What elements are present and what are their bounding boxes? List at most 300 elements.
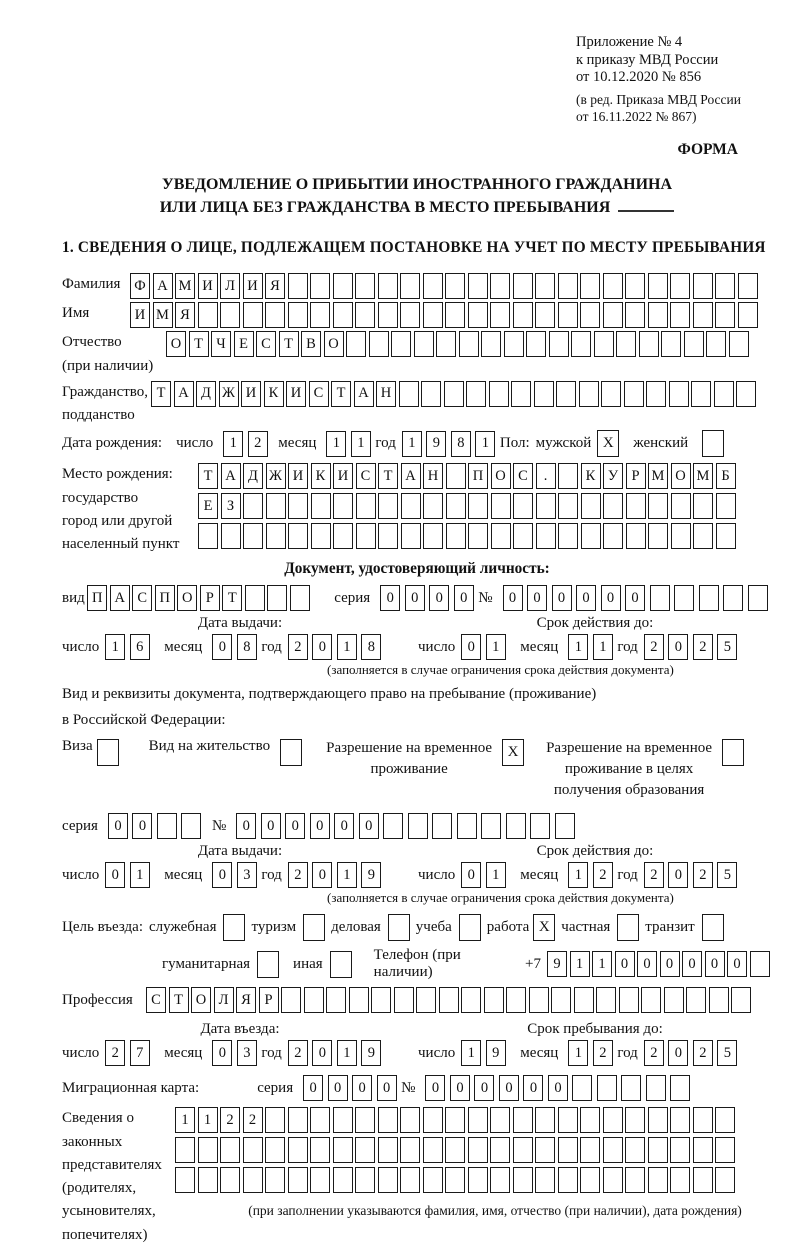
stay-valid-day-cells [461, 862, 510, 888]
char-cell [445, 302, 465, 328]
char-cell [603, 1107, 623, 1133]
issue-day-cells [105, 634, 154, 660]
char-cell [288, 523, 308, 549]
day-label: число [62, 866, 100, 883]
char-cell: 5 [717, 862, 737, 888]
label-line: Место рождения: [62, 466, 173, 483]
purpose-other-checkbox [330, 951, 352, 978]
char-cell: Р [626, 463, 646, 489]
char-cell: Н [376, 381, 396, 407]
char-cell [513, 1137, 533, 1163]
char-cell [621, 1075, 641, 1101]
profession-cells [146, 987, 754, 1013]
char-cell [731, 987, 751, 1013]
char-cell: З [221, 493, 241, 519]
phone-cells [547, 951, 772, 977]
issue-month-cells [212, 634, 261, 660]
char-cell [513, 1107, 533, 1133]
char-cell: С [309, 381, 329, 407]
char-cell [399, 381, 419, 407]
char-cell: 0 [450, 1075, 470, 1101]
form-title [62, 173, 772, 219]
char-cell: 0 [108, 813, 128, 839]
char-cell: 1 [568, 862, 588, 888]
char-cell [432, 813, 452, 839]
char-cell: Я [236, 987, 256, 1013]
profession-label: Профессия [62, 991, 133, 1008]
stay-until-year-cells [644, 1040, 742, 1066]
char-cell [513, 273, 533, 299]
char-cell: О [671, 463, 691, 489]
valid-day-cells [461, 634, 510, 660]
purpose-transit-checkbox [702, 914, 724, 941]
char-cell: 0 [236, 813, 256, 839]
char-cell [669, 381, 689, 407]
char-cell [371, 987, 391, 1013]
char-cell: 1 [326, 431, 346, 457]
char-cell [461, 987, 481, 1013]
char-cell: М [153, 302, 173, 328]
stay-series-label: серия [62, 817, 98, 834]
form-label: ФОРМА [677, 141, 738, 158]
purpose-official-checkbox [223, 914, 245, 941]
char-cell [265, 302, 285, 328]
char-cell [400, 1167, 420, 1193]
valid-year-cells [644, 634, 742, 660]
char-cell: 2 [644, 1040, 664, 1066]
char-cell: 9 [361, 862, 381, 888]
char-cell: 0 [312, 862, 332, 888]
patronymic-label [62, 331, 166, 378]
year-label: год [617, 1044, 638, 1061]
char-cell [220, 1167, 240, 1193]
char-cell: 2 [288, 634, 308, 660]
char-cell [446, 463, 466, 489]
char-cell [558, 273, 578, 299]
char-cell [243, 493, 263, 519]
char-cell: И [288, 463, 308, 489]
char-cell [288, 493, 308, 519]
char-cell: 0 [310, 813, 330, 839]
surname-label: Фамилия [62, 276, 121, 293]
char-cell [526, 331, 546, 357]
char-cell: Е [198, 493, 218, 519]
option-temporary-residence-education [546, 738, 744, 801]
char-cell: Ч [211, 331, 231, 357]
char-cell [383, 813, 403, 839]
given-name-row [62, 302, 772, 328]
char-cell: К [581, 463, 601, 489]
char-cell: 9 [361, 1040, 381, 1066]
stay-valid-year-cells [644, 862, 742, 888]
phone-prefix: +7 [525, 955, 541, 972]
representatives-row [62, 1107, 772, 1247]
char-cell [715, 1137, 735, 1163]
char-cell: 1 [130, 862, 150, 888]
char-cell [491, 523, 511, 549]
identity-doc-dates [62, 615, 772, 660]
char-cell [558, 463, 578, 489]
char-cell [670, 302, 690, 328]
char-cell: Е [234, 331, 254, 357]
char-cell [714, 381, 734, 407]
char-cell: 0 [132, 813, 152, 839]
entry-date-line [62, 1040, 418, 1066]
char-cell: 2 [644, 634, 664, 660]
migration-series-cells [303, 1075, 401, 1101]
stay-issue-col [62, 843, 418, 888]
char-cell: Ж [219, 381, 239, 407]
char-cell: Т [169, 987, 189, 1013]
char-cell [265, 1107, 285, 1133]
purpose-other-label: иная [293, 955, 323, 972]
char-cell: 0 [212, 862, 232, 888]
phone-label: Телефон (при наличии) [373, 947, 461, 981]
label-line: город или другой [62, 512, 173, 529]
patronymic-row [62, 331, 772, 378]
surname-row [62, 273, 772, 299]
char-cell [378, 523, 398, 549]
given-name-label: Имя [62, 305, 90, 322]
char-cell [378, 1137, 398, 1163]
char-cell [729, 331, 749, 357]
char-cell [490, 273, 510, 299]
char-cell [445, 1107, 465, 1133]
appendix-note [576, 34, 766, 125]
char-cell [198, 1137, 218, 1163]
sex-male-label: мужской [535, 435, 592, 452]
surname-cells [130, 273, 760, 299]
char-cell [468, 1167, 488, 1193]
char-cell [356, 523, 376, 549]
char-cell [423, 1167, 443, 1193]
char-cell [468, 302, 488, 328]
char-cell [311, 493, 331, 519]
identity-doc-footnote: (заполняется в случае ограничения срока действия документа) [327, 662, 674, 678]
birth-date-label: Дата рождения: [62, 435, 163, 452]
char-cell [288, 1167, 308, 1193]
blank-underline [618, 210, 674, 212]
char-cell: 2 [644, 862, 664, 888]
char-cell [671, 493, 691, 519]
char-cell: К [311, 463, 331, 489]
char-cell [446, 523, 466, 549]
char-cell [736, 381, 756, 407]
char-cell [686, 987, 706, 1013]
label-line: подданство [62, 407, 135, 424]
char-cell [288, 1107, 308, 1133]
char-cell [648, 1137, 668, 1163]
char-cell: И [130, 302, 150, 328]
char-cell: 0 [105, 862, 125, 888]
representatives-footnote: (при заполнении указываются фамилия, имя, отчество (при наличии), дата рождения) [248, 1203, 742, 1219]
char-cell: 8 [451, 431, 471, 457]
day-label: число [62, 638, 100, 655]
char-cell: У [603, 463, 623, 489]
entry-date-col [62, 1021, 418, 1066]
char-cell: 1 [337, 1040, 357, 1066]
day-label: число [62, 1044, 100, 1061]
char-cell [489, 381, 509, 407]
char-cell: 3 [237, 862, 257, 888]
char-cell: 2 [693, 634, 713, 660]
char-cell [558, 493, 578, 519]
char-cell [310, 302, 330, 328]
char-cell [243, 1137, 263, 1163]
char-cell: 0 [380, 585, 400, 611]
char-cell [603, 273, 623, 299]
char-cell [750, 951, 770, 977]
char-cell [445, 273, 465, 299]
doc-number-label: № [478, 589, 493, 606]
char-cell [648, 493, 668, 519]
char-cell: 0 [312, 1040, 332, 1066]
sex-female-label: женский [633, 435, 689, 452]
char-cell: 1 [461, 1040, 481, 1066]
char-cell: Н [423, 463, 443, 489]
char-cell: Л [214, 987, 234, 1013]
appendix-line: к приказу МВД России [576, 51, 719, 68]
char-cell: 5 [717, 1040, 737, 1066]
sex-female-checkbox [702, 430, 724, 457]
option-temporary-residence [326, 738, 524, 780]
char-cell: 0 [615, 951, 635, 977]
valid-date-title: Срок действия до: [536, 615, 654, 632]
char-cell [267, 585, 287, 611]
char-cell [220, 302, 240, 328]
char-cell [243, 1167, 263, 1193]
char-cell [670, 1137, 690, 1163]
stay-until-day-cells [461, 1040, 510, 1066]
char-cell [535, 1167, 555, 1193]
char-cell [423, 493, 443, 519]
char-cell [513, 493, 533, 519]
purpose-other [293, 951, 352, 978]
char-cell [445, 1137, 465, 1163]
char-cell [529, 987, 549, 1013]
purpose-work-label: работа [486, 919, 530, 936]
char-cell: 0 [285, 813, 305, 839]
char-cell: 0 [474, 1075, 494, 1101]
representatives-cells-row1 [175, 1107, 775, 1133]
char-cell [648, 1167, 668, 1193]
birth-month-cells [326, 431, 375, 457]
issue-date-col [62, 615, 418, 660]
char-cell [423, 1107, 443, 1133]
char-cell [416, 987, 436, 1013]
char-cell [423, 273, 443, 299]
stay-valid-title: Срок действия до: [536, 843, 654, 860]
purpose-row2 [162, 947, 772, 981]
label-line: проживание [370, 761, 448, 778]
char-cell [603, 1167, 623, 1193]
char-cell: 0 [668, 862, 688, 888]
char-cell: 2 [243, 1107, 263, 1133]
identity-doc-heading: Документ, удостоверяющий личность: [284, 560, 550, 578]
char-cell [558, 1137, 578, 1163]
char-cell [715, 1107, 735, 1133]
month-label: месяц [164, 1044, 203, 1061]
char-cell: 1 [475, 431, 495, 457]
year-label: год [261, 866, 282, 883]
migration-number-label: № [401, 1079, 416, 1096]
label-line: государство [62, 489, 139, 506]
char-cell [625, 273, 645, 299]
stay-issue-line [62, 862, 418, 888]
char-cell: 2 [693, 862, 713, 888]
purpose-business-checkbox [388, 914, 410, 941]
char-cell: М [648, 463, 668, 489]
label-line: населенный пункт [62, 536, 180, 553]
char-cell [693, 493, 713, 519]
char-cell: 2 [288, 862, 308, 888]
char-cell [355, 302, 375, 328]
option-temporary-residence-education-checkbox [722, 739, 744, 766]
char-cell [581, 493, 601, 519]
char-cell [304, 987, 324, 1013]
char-cell [558, 1167, 578, 1193]
char-cell [580, 1107, 600, 1133]
char-cell [558, 1107, 578, 1133]
char-cell [639, 331, 659, 357]
char-cell: 1 [570, 951, 590, 977]
stay-doc-series-row [62, 813, 772, 839]
char-cell [706, 331, 726, 357]
char-cell [648, 302, 668, 328]
representatives-label [62, 1107, 175, 1247]
char-cell: 0 [668, 634, 688, 660]
char-cell: Т [189, 331, 209, 357]
char-cell [181, 813, 201, 839]
char-cell [624, 381, 644, 407]
char-cell: 1 [351, 431, 371, 457]
char-cell: 0 [527, 585, 547, 611]
issue-year-cells [288, 634, 386, 660]
char-cell: 1 [568, 1040, 588, 1066]
char-cell [468, 1107, 488, 1133]
char-cell [468, 493, 488, 519]
char-cell: 0 [523, 1075, 543, 1101]
char-cell [423, 523, 443, 549]
purpose-humanitarian [162, 951, 279, 978]
char-cell [580, 1167, 600, 1193]
label-line: Гражданство, [62, 383, 149, 400]
label-line: Сведения о [62, 1110, 134, 1127]
char-cell [693, 1107, 713, 1133]
char-cell: А [174, 381, 194, 407]
birth-date-row [62, 430, 772, 457]
char-cell [603, 523, 623, 549]
char-cell: 1 [105, 634, 125, 660]
char-cell: 0 [425, 1075, 445, 1101]
identity-doc-type-row [62, 585, 772, 611]
char-cell [378, 273, 398, 299]
char-cell [444, 381, 464, 407]
purpose-private [561, 914, 639, 941]
char-cell [646, 381, 666, 407]
char-cell: С [256, 331, 276, 357]
char-cell [556, 381, 576, 407]
purpose-work [487, 914, 556, 941]
month-label: месяц [164, 866, 203, 883]
char-cell: А [153, 273, 173, 299]
char-cell: А [110, 585, 130, 611]
char-cell [670, 273, 690, 299]
char-cell [310, 273, 330, 299]
char-cell [369, 331, 389, 357]
char-cell [579, 381, 599, 407]
char-cell [288, 273, 308, 299]
birth-place-cell-rows [198, 463, 738, 549]
stay-doc-intro-line1: Вид и реквизиты документа, подтверждающего право на пребывание (проживание) [62, 686, 597, 703]
char-cell: 0 [334, 813, 354, 839]
char-cell: 0 [668, 1040, 688, 1066]
entry-year-cells [288, 1040, 386, 1066]
char-cell: С [146, 987, 166, 1013]
char-cell: 2 [693, 1040, 713, 1066]
char-cell [504, 331, 524, 357]
char-cell [400, 1137, 420, 1163]
month-label: месяц [520, 1044, 559, 1061]
char-cell: К [264, 381, 284, 407]
char-cell [484, 987, 504, 1013]
char-cell [408, 813, 428, 839]
char-cell [555, 813, 575, 839]
char-cell [311, 523, 331, 549]
representatives-cells-row3 [175, 1167, 775, 1193]
char-cell [535, 273, 555, 299]
migration-series-label: серия [257, 1079, 294, 1096]
char-cell: О [177, 585, 197, 611]
char-cell: Л [220, 273, 240, 299]
char-cell: Б [716, 463, 736, 489]
char-cell: М [175, 273, 195, 299]
char-cell [421, 381, 441, 407]
char-cell [378, 1107, 398, 1133]
purpose-transit-label: транзит [645, 919, 695, 936]
char-cell [572, 1075, 592, 1101]
doc-series-cells [380, 585, 478, 611]
char-cell: И [198, 273, 218, 299]
char-cell: 2 [288, 1040, 308, 1066]
stay-issue-day-cells [105, 862, 154, 888]
char-cell [699, 585, 719, 611]
char-cell: И [243, 273, 263, 299]
valid-date-line [418, 634, 772, 660]
char-cell [748, 585, 768, 611]
char-cell: 0 [312, 634, 332, 660]
stay-doc-dates [62, 843, 772, 888]
char-cell: 9 [486, 1040, 506, 1066]
char-cell: 0 [352, 1075, 372, 1101]
char-cell [400, 273, 420, 299]
char-cell: П [155, 585, 175, 611]
option-visa-checkbox [97, 739, 119, 766]
char-cell [378, 1167, 398, 1193]
purpose-private-checkbox [617, 914, 639, 941]
option-residence-permit [149, 738, 302, 766]
stay-issue-month-cells [212, 862, 261, 888]
char-cell [175, 1167, 195, 1193]
representatives-cells-row2 [175, 1137, 775, 1163]
purpose-tourism [251, 914, 325, 941]
char-cell [648, 273, 668, 299]
char-cell: 0 [328, 1075, 348, 1101]
migration-card-row [62, 1075, 772, 1101]
char-cell [333, 302, 353, 328]
char-cell [333, 1107, 353, 1133]
doc-type-cells [87, 585, 312, 611]
